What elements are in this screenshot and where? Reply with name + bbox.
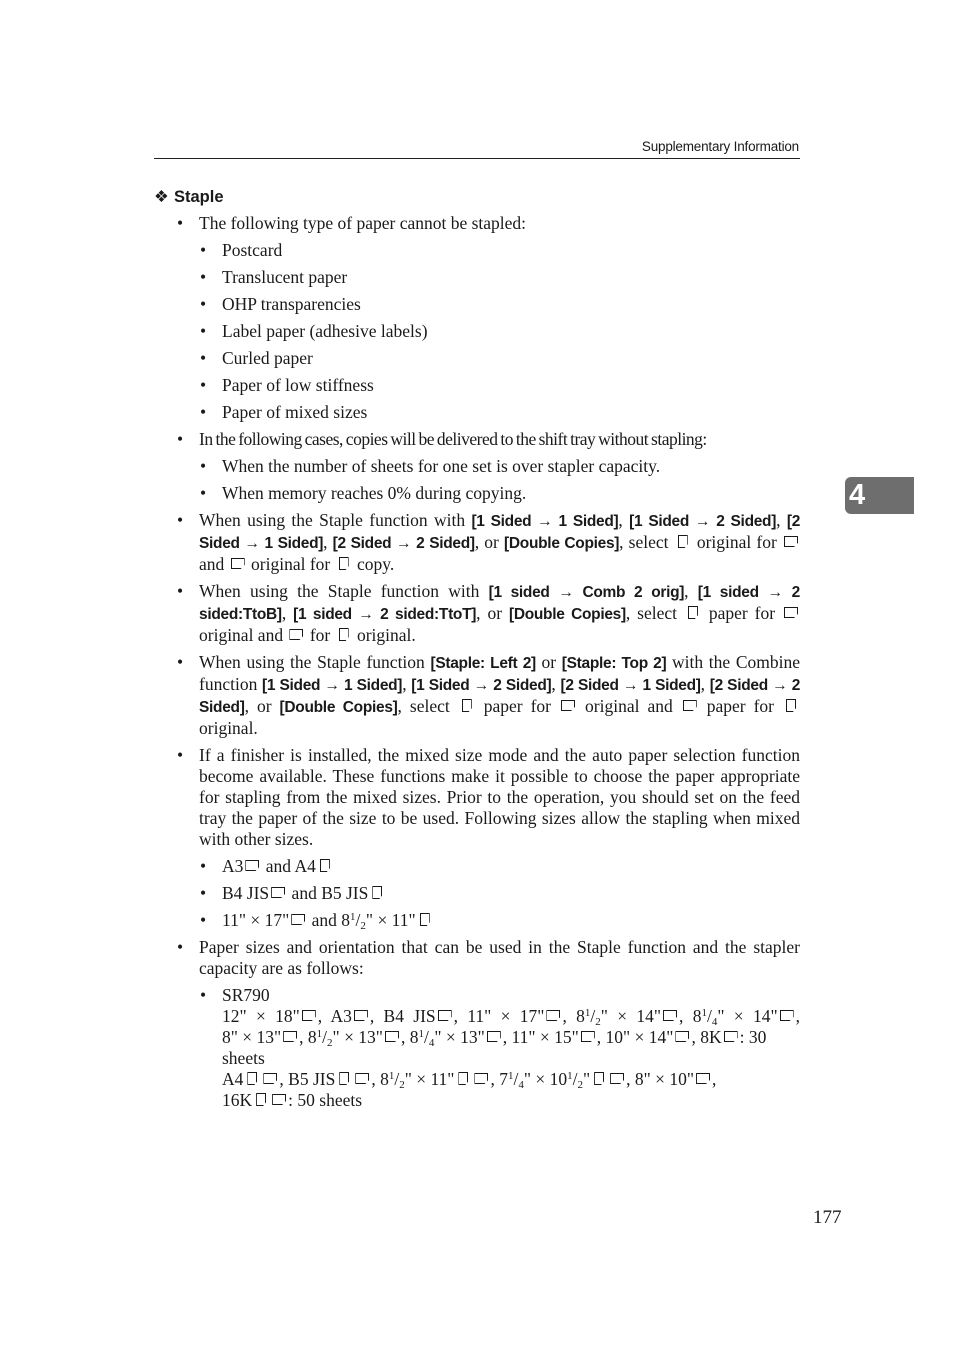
text: , 11" × 15" — [502, 1027, 579, 1047]
landscape-orientation-icon — [724, 1030, 738, 1044]
text: , — [402, 674, 412, 694]
text: original. — [352, 625, 416, 645]
mode-key: [Double Copies] — [504, 535, 620, 552]
fraction-denominator: 4 — [711, 1016, 718, 1028]
sub-list-item: • OHP transparencies — [154, 294, 800, 315]
text: , 8 — [400, 1027, 419, 1047]
text: , 8" × 10" — [626, 1069, 695, 1089]
landscape-orientation-icon — [546, 1009, 560, 1023]
landscape-orientation-icon — [385, 1030, 399, 1044]
landscape-orientation-icon — [474, 1072, 488, 1086]
mode-key: [2 Sided → 2 Sided] — [332, 535, 475, 552]
fraction-numerator: 1 — [388, 1070, 395, 1082]
page-content — [154, 185, 800, 1117]
landscape-orientation-icon — [291, 913, 305, 927]
sr790-sizes-50-sheets: A4 , B5 JIS , $8^1/_2$" × 11" , $7^1/_4$" × $10^1/_2$" , 8" × 10" , — [222, 1069, 717, 1091]
mode-key: [Staple: Top 2] — [561, 655, 667, 672]
mode-key: [Staple: Left 2] — [430, 655, 536, 672]
sr790-sizes-30-sheets: 12" × 18" , A3 , B4 JIS , 11" × 17" , $8^1/_2$" × 14" , $8^1/_4$" × 14" , — [222, 1006, 800, 1028]
text: 12" × 18" — [222, 1006, 300, 1026]
landscape-orientation-icon — [581, 1030, 595, 1044]
mode-key: [1 Sided → 2 Sided] — [411, 677, 552, 694]
list-item: • The following type of paper cannot be stapled: — [154, 213, 800, 234]
fraction-numerator: 1 — [507, 1070, 514, 1082]
sub-list-item: • Paper of low stiffness — [154, 375, 800, 396]
landscape-orientation-icon — [354, 1009, 368, 1023]
fraction-numerator: 1 — [584, 1007, 591, 1019]
landscape-orientation-icon — [272, 1093, 286, 1107]
text: When using the Staple function with — [199, 510, 472, 530]
landscape-orientation-icon — [231, 557, 245, 571]
text: , — [618, 510, 630, 530]
text: " × 10 — [523, 1069, 568, 1089]
landscape-orientation-icon — [663, 1009, 677, 1023]
text: " × 14" — [600, 1006, 662, 1026]
list-item — [154, 652, 800, 739]
sr790-sizes-30-sheets-cont: 8" × 13" , $8^1/_2$" × 13" , $8^1/_4$" × 13" , 11" × 15" , 10" × 14" , 8K : 30 sheets — [222, 1027, 767, 1068]
mode-key: [Double Copies] — [508, 606, 626, 623]
text: , 8K — [691, 1027, 722, 1047]
text: , B4 JIS — [369, 1006, 436, 1026]
landscape-orientation-icon — [302, 1009, 316, 1023]
text: and A4 — [261, 856, 316, 876]
text: for — [305, 625, 335, 645]
sub-list-item: • When memory reaches 0% during copying. — [154, 483, 800, 504]
text: paper for — [701, 603, 782, 623]
list-item — [154, 510, 800, 575]
text: , 8 — [679, 1006, 702, 1026]
sub-list-item — [154, 856, 800, 877]
landscape-orientation-icon — [784, 606, 798, 620]
portrait-orientation-icon — [456, 1072, 470, 1086]
text: , — [281, 603, 294, 623]
list-item: • If a finisher is installed, the mixed size mode and the auto paper selection function become available. These functions make it possible to choose the paper appropriate for stapling from the mixed sizes. Prior to the operation, you should set on the feed tray the paper of the size to be used. Following sizes allow the stapling when mixed with other sizes. — [154, 745, 800, 850]
list-item — [154, 581, 800, 646]
text: , — [795, 1006, 800, 1026]
mode-key: [1 sided → Comb 2 orig] — [488, 584, 685, 601]
diamond-bullet-icon: ❖ — [154, 188, 169, 206]
mode-key: [1 sided → 2 sided:TtoT] — [293, 606, 477, 623]
text: " × 11" — [365, 910, 416, 930]
sr790-name: • SR790 — [222, 985, 270, 1005]
landscape-orientation-icon — [283, 1030, 297, 1044]
sub-list-item: • Translucent paper — [154, 267, 800, 288]
text: , — [323, 532, 333, 552]
landscape-orientation-icon — [610, 1072, 624, 1086]
text: , — [700, 674, 710, 694]
mode-key: [1 Sided → 2 Sided] — [629, 513, 777, 530]
fraction-denominator: 4 — [428, 1037, 435, 1049]
landscape-orientation-icon — [263, 1072, 277, 1086]
mode-key: [2 Sided → 1 Sided] — [560, 677, 701, 694]
portrait-orientation-icon — [245, 1072, 259, 1086]
portrait-orientation-icon — [337, 628, 351, 642]
text: original for — [246, 554, 335, 574]
portrait-orientation-icon — [592, 1072, 606, 1086]
portrait-orientation-icon — [418, 913, 432, 927]
landscape-orientation-icon — [355, 1072, 369, 1086]
text: , — [712, 1069, 717, 1089]
mode-key: [2 Sided → 1 Sided] — [199, 513, 801, 552]
text: copy. — [352, 554, 395, 574]
text: A4 — [222, 1069, 244, 1089]
sub-list-item: • Label paper (adhesive labels) — [154, 321, 800, 342]
landscape-orientation-icon — [780, 1009, 794, 1023]
fraction-denominator: 2 — [327, 1037, 333, 1049]
header-rule — [154, 158, 800, 159]
running-header: Supplementary Information — [641, 139, 799, 154]
portrait-orientation-icon — [337, 557, 351, 571]
text: , — [684, 581, 698, 601]
text: and 8 — [307, 910, 351, 930]
text: " — [582, 1069, 591, 1089]
mode-key: [1 Sided → 1 Sided] — [471, 513, 619, 530]
text: " × 13" — [434, 1027, 485, 1047]
portrait-orientation-icon — [784, 699, 798, 713]
fraction-numerator: 1 — [418, 1028, 424, 1040]
text: , 8 — [562, 1006, 585, 1026]
portrait-orientation-icon — [370, 886, 384, 900]
text: , 10" × 14" — [596, 1027, 674, 1047]
landscape-orientation-icon — [271, 886, 285, 900]
portrait-orientation-icon — [318, 859, 332, 873]
sub-list-item: • 11" × 17" and $8^1/_2$" × 11" — [154, 910, 800, 931]
text: , — [776, 510, 787, 530]
text: , or — [476, 603, 509, 623]
list-item: • In the following cases, copies will be delivered to the shift tray without stapling: — [154, 429, 800, 450]
text: original. — [199, 718, 258, 738]
portrait-orientation-icon — [254, 1093, 268, 1107]
text: , 7 — [490, 1069, 508, 1089]
landscape-orientation-icon — [561, 699, 575, 713]
sub-list-item — [154, 985, 800, 1111]
text: A3 — [222, 856, 244, 876]
fraction-numerator: 1 — [350, 911, 356, 923]
text: , select — [397, 696, 458, 716]
text: When using the Staple function with — [199, 581, 489, 601]
section-title: Staple — [174, 188, 224, 206]
landscape-orientation-icon — [696, 1072, 710, 1086]
mode-key: [Double Copies] — [279, 699, 398, 716]
text: " × 11" — [404, 1069, 455, 1089]
text: , B5 JIS — [279, 1069, 336, 1089]
landscape-orientation-icon — [675, 1030, 689, 1044]
landscape-orientation-icon — [438, 1009, 452, 1023]
text: When using the Staple function — [199, 652, 431, 672]
chapter-tab: 4 — [845, 477, 914, 514]
portrait-orientation-icon — [337, 1072, 351, 1086]
landscape-orientation-icon — [784, 535, 798, 549]
text: , 8 — [299, 1027, 317, 1047]
page-number: 177 — [813, 1207, 842, 1228]
fraction-denominator: 4 — [518, 1079, 524, 1091]
text: , A3 — [317, 1006, 352, 1026]
portrait-orientation-icon — [676, 535, 690, 549]
text: " × 14" — [717, 1006, 778, 1026]
fraction-denominator: 2 — [360, 920, 366, 932]
landscape-orientation-icon — [683, 699, 697, 713]
landscape-orientation-icon — [487, 1030, 501, 1044]
fraction-numerator: 1 — [567, 1070, 573, 1082]
fraction-numerator: 1 — [701, 1007, 707, 1019]
fraction-numerator: 1 — [316, 1028, 323, 1040]
text: " × 13" — [332, 1027, 383, 1047]
text: 16K — [222, 1090, 253, 1110]
sr790-sizes-50-sheets-cont — [222, 1090, 800, 1111]
text: and B5 JIS — [287, 883, 369, 903]
text: : 50 sheets — [288, 1090, 363, 1110]
text: , select — [619, 532, 674, 552]
text: , select — [625, 603, 684, 623]
text: or — [535, 652, 562, 672]
text: : 30 sheets — [222, 1027, 767, 1068]
text: original for — [691, 532, 782, 552]
text: , 11" × 17" — [453, 1006, 545, 1026]
text: with the Combine function — [199, 652, 800, 694]
fraction-denominator: 2 — [577, 1079, 583, 1091]
sub-list-item: • Curled paper — [154, 348, 800, 369]
sub-list-item: • When the number of sheets for one set is over stapler capacity. — [154, 456, 800, 477]
list-item: • Paper sizes and orientation that can be used in the Staple function and the stapler capacity are as follows: — [154, 937, 800, 979]
sub-list-item: • Postcard — [154, 240, 800, 261]
text: , 8 — [371, 1069, 389, 1089]
portrait-orientation-icon — [460, 699, 474, 713]
text: original and — [577, 696, 681, 716]
mode-key: [1 Sided → 1 Sided] — [262, 677, 403, 694]
portrait-orientation-icon — [686, 606, 700, 620]
text: B4 JIS — [222, 883, 270, 903]
text: and — [199, 554, 229, 574]
section-heading — [154, 185, 800, 209]
fraction-denominator: 2 — [399, 1079, 405, 1091]
text: 11" × 17" — [222, 910, 290, 930]
landscape-orientation-icon — [245, 859, 259, 873]
text: 8" × 13" — [222, 1027, 282, 1047]
text: , or — [244, 696, 280, 716]
text: paper for — [698, 696, 782, 716]
mode-key: [1 sided → 2 sided:TtoB] — [199, 584, 800, 623]
text: paper for — [475, 696, 560, 716]
text: , or — [474, 532, 505, 552]
sub-list-item — [154, 883, 800, 904]
text: , — [551, 674, 561, 694]
mode-key: [2 Sided → 2 Sided] — [199, 677, 801, 716]
landscape-orientation-icon — [289, 628, 303, 642]
text: original and — [199, 625, 288, 645]
fraction-denominator: 2 — [595, 1016, 601, 1028]
sub-list-item: • Paper of mixed sizes — [154, 402, 800, 423]
